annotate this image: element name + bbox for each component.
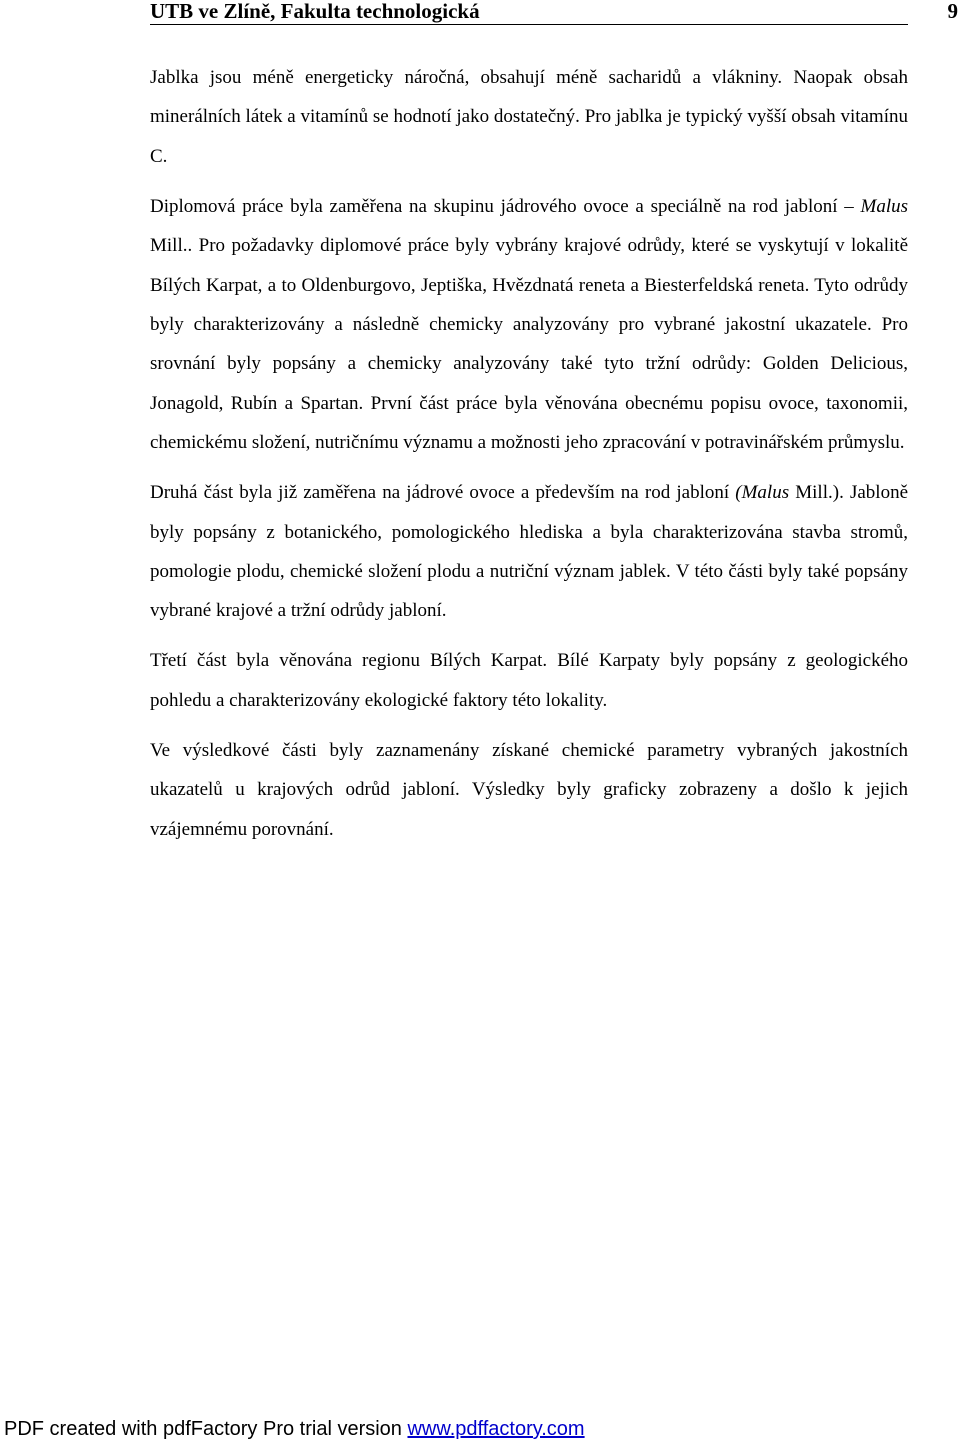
page-header xyxy=(150,0,958,25)
paragraph-2-text-a: Diplomová práce byla zaměřena na skupinu jádrového ovoce a speciálně na rod jabloní – xyxy=(150,195,861,217)
paragraph-5-text: Ve výsledkové části byly zaznamenány získané chemické parametry vybraných jakostních ukazatelů u krajových odrůd jabloní. Výsledky byly graficky zobrazeny a došlo k jejich vzájemnému porovnání. xyxy=(150,739,908,840)
paragraph-2-text-b: Mill.. Pro požadavky diplomové práce byly vybrány krajové odrůdy, které se vyskytují v lokalitě Bílých Karpat, a to Oldenburgovo, Jeptiška, Hvězdnatá reneta a Biesterfeldská reneta. Tyto odrůdy byly charakterizovány a následně chemicky analyzovány pro vybrané jakostní ukazatele. Pro srovnání byly popsány a chemicky analyzovány také tyto tržní odrůdy: Golden Delicious, Jonagold, Rubín a Spartan. První část práce byla věnována obecnému popisu ovoce, taxonomii, chemickému složení, nutričnímu významu a možnosti jeho zpracování v potravinářském průmyslu. xyxy=(150,235,908,454)
footer-link[interactable]: www.pdffactory.com xyxy=(407,1418,585,1440)
pdf-footer xyxy=(4,1416,585,1442)
paragraph-3-text-a: Druhá část byla již zaměřena na jádrové ovoce a především na rod jabloní xyxy=(150,482,736,504)
paragraph-1-text: Jablka jsou méně energeticky náročná, obsahují méně sacharidů a vlákniny. Naopak obsah minerálních látek a vitamínů se hodnotí jako dostatečný. Pro jablka je typický vyšší obsah vitamínu C. xyxy=(150,67,908,167)
paragraph-3-mill: Mill.). xyxy=(789,482,844,504)
paragraph-3-text-b: Jabloně byly popsány z botanického, pomologického hlediska a byla charakterizována stavba stromů, pomologie plodu, chemické složení plodu a nutriční význam jablek. V této části byly také popsány vybrané krajové a tržní odrůdy jabloní. xyxy=(150,482,909,622)
genus-name-malus: Malus xyxy=(860,195,908,217)
header-title: UTB ve Zlíně, Fakulta technologická xyxy=(150,0,480,23)
document-body xyxy=(150,58,908,860)
paragraph-2 xyxy=(150,187,908,463)
paragraph-4 xyxy=(150,641,908,720)
paragraph-1 xyxy=(150,58,908,176)
paragraph-4-text: Třetí část byla věnována regionu Bílých Karpat. Bílé Karpaty byly popsány z geologického pohledu a charakterizovány ekologické faktory této lokality. xyxy=(150,650,908,711)
page-number: 9 xyxy=(947,0,958,23)
paragraph-5 xyxy=(150,731,908,849)
footer-text: PDF created with pdfFactory Pro trial version xyxy=(4,1418,408,1440)
genus-name-malus-paren: (Malus xyxy=(735,482,790,504)
paragraph-3 xyxy=(150,473,908,631)
